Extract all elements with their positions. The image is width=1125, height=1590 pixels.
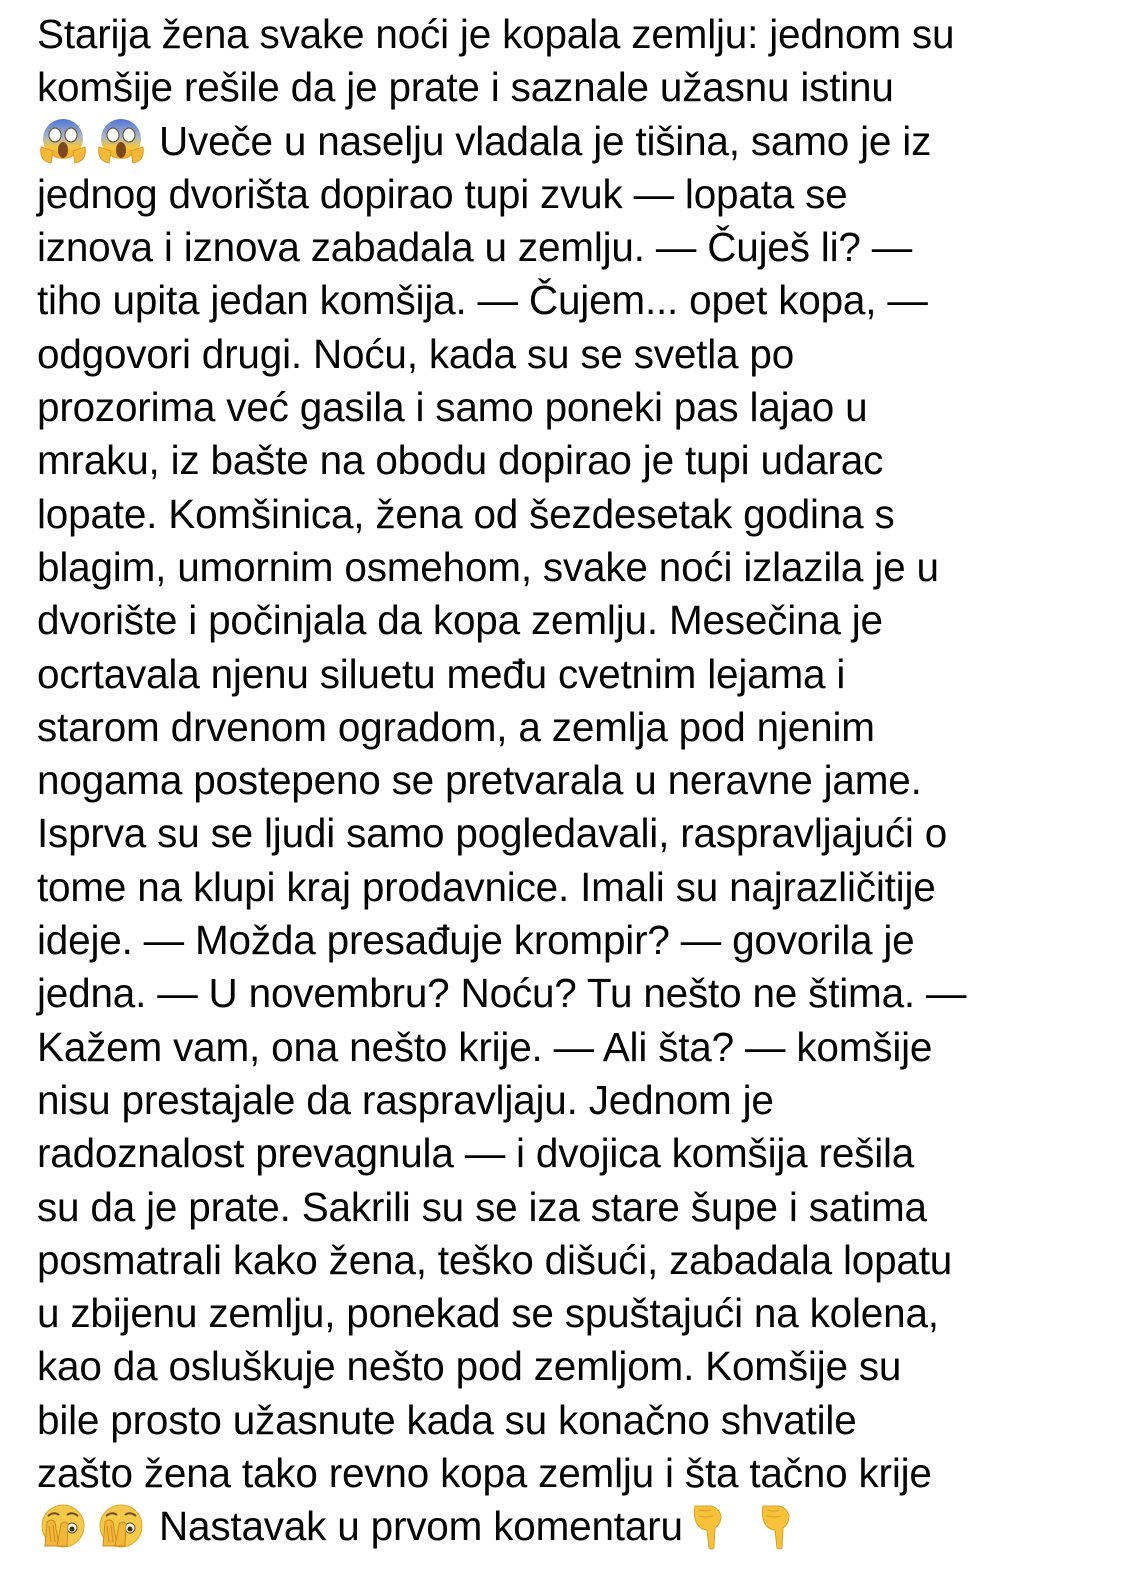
post-line: tome na klupi kraj prodavnice. Imali su najrazličitije bbox=[37, 863, 936, 910]
post-line: dvorište i počinjala da kopa zemlju. Mesečina je bbox=[37, 597, 883, 644]
post-line: zašto žena tako revno kopa zemlju i šta tačno krije bbox=[37, 1450, 932, 1497]
post-line: iznova i iznova zabadala u zemlju. — Čuješ li? — bbox=[37, 224, 913, 271]
backhand-index-pointing-down-icon bbox=[755, 1502, 801, 1550]
post-line bbox=[37, 1500, 1117, 1553]
post-line: radoznalost prevagnula — i dvojica komšija rešila bbox=[37, 1130, 915, 1177]
backhand-index-pointing-down-icon bbox=[687, 1502, 733, 1550]
post-line: ocrtavala njenu siluetu među cvetnim lejama i bbox=[37, 650, 846, 697]
post-line: prozorima već gasila i samo poneki pas lajao u bbox=[37, 384, 868, 431]
post-line: mraku, iz bašte na obodu dopirao je tupi udarac bbox=[37, 437, 884, 484]
face-with-hand-over-eyes-icon bbox=[37, 1502, 89, 1550]
post-line: u zbijenu zemlju, ponekad se spuštajući na kolena, bbox=[37, 1290, 939, 1337]
post-line: tiho upita jedan komšija. — Čujem... opet kopa, — bbox=[37, 277, 928, 324]
post-text-body bbox=[37, 8, 1117, 1554]
post-line: bile prosto užasnute kada su konačno shvatile bbox=[37, 1396, 857, 1443]
post-line: jednog dvorišta dopirao tupi zvuk — lopata se bbox=[37, 170, 848, 217]
post-line: nisu prestajale da raspravljaju. Jednom je bbox=[37, 1076, 774, 1123]
face-screaming-in-fear-icon bbox=[37, 117, 89, 165]
post-line: komšije rešile da je prate i saznale užasnu istinu bbox=[37, 64, 894, 111]
post-line: nogama postepeno se pretvarala u neravne jame. bbox=[37, 757, 922, 804]
post-line: Isprva su se ljudi samo pogledavali, raspravljajući o bbox=[37, 810, 948, 857]
post-line: starom drvenom ogradom, a zemlja pod njenim bbox=[37, 703, 875, 750]
post-line-text: Uveče u naselju vladala je tišina, samo je iz bbox=[159, 117, 932, 164]
post-line: odgovori drugi. Noću, kada su se svetla po bbox=[37, 330, 795, 377]
continue-in-comments-text: Nastavak u prvom komentaru bbox=[159, 1503, 683, 1550]
post-line: blagim, umornim osmehom, svake noći izlazila je u bbox=[37, 543, 939, 590]
post-line: kao da osluškuje nešto pod zemljom. Komšije su bbox=[37, 1343, 902, 1390]
face-screaming-in-fear-icon bbox=[95, 117, 147, 165]
post-line: Kažem vam, ona nešto krije. — Ali šta? — komšije bbox=[37, 1023, 933, 1070]
post-line: jedna. — U novembru? Noću? Tu nešto ne štima. — bbox=[37, 970, 967, 1017]
post-line: Starija žena svake noći je kopala zemlju: jednom su bbox=[37, 11, 955, 57]
post-line: ideje. — Možda presađuje krompir? — govorila je bbox=[37, 917, 915, 964]
post-line: lopate. Komšinica, žena od šezdesetak godina s bbox=[37, 490, 895, 537]
post-line: posmatrali kako žena, teško dišući, zabadala lopatu bbox=[37, 1236, 953, 1283]
post-line: su da je prate. Sakrili su se iza stare šupe i satima bbox=[37, 1183, 927, 1230]
face-with-hand-over-eyes-icon bbox=[95, 1502, 147, 1550]
post-line bbox=[37, 115, 1117, 168]
